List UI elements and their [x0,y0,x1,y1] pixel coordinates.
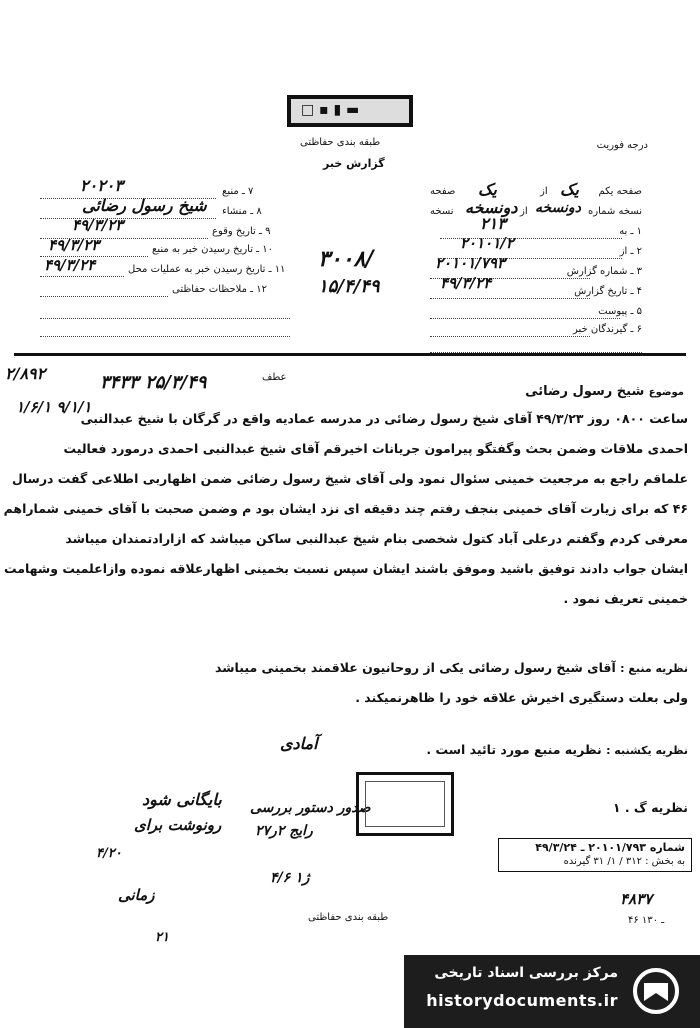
center-date: ۱۵/۴/۴۹ [318,276,380,297]
copy-value: دونسخه [535,200,581,216]
footer-org-name: مرکز بررسی اسناد تاریخی [434,965,618,981]
classification-top: طبقه بندی حفاظتی [300,137,381,148]
source-label: ۷ ـ منبع [222,186,254,197]
opinion-unit-label: نظریه گ . ۱ [612,800,688,815]
from-value: ۲۰۱۰۱/۲ [460,234,514,252]
received-unit-label: ۱۱ ـ تاریخ رسیدن خبر به عملیات محل [128,264,286,275]
opinion-source-line-2: ولی بعلت دستگیری اخیرش علاقه خود را ظاهرنمیکند . [355,690,688,705]
body-line-4: ۴۶ که برای زیارت آقای خمینی بنجف رفتم چند دقیقه ای نزد ایشان بود م وضمن صحبت با آقای خمینی شماراهم [3,501,688,516]
opinion-source-text: آقای شیخ رسول رضائی یکی از روحانیون علاقمند بخمینی میباشد [215,660,616,675]
report-date-label: ۴ ـ تاریخ گزارش [574,286,642,297]
origin-value: شیخ رسول رضائی [82,196,207,215]
reference-label: عطف [262,372,287,383]
handwriting-note-2: رونوشت برای [134,816,222,834]
dispatch-box-line-1: شماره ۲۰۱۰۱/۷۹۳ ـ ۴۹/۳/۲۴ [535,841,685,854]
archive-logo-icon [632,967,680,1015]
subject-value: شیخ رسول رضائی [525,384,645,399]
page-label: صفحه یکم [598,186,642,197]
copy-word: نسخه [430,206,454,217]
handwriting-note-3: صدور دستور بررسی [250,800,371,816]
subject-label: موضوع [648,387,684,398]
page-total: یک [478,180,497,199]
page-from: از [540,186,548,197]
stamp-mark-text: □ ▪ ▮ ▬ [301,102,360,118]
opinion-source-line-1 [215,660,688,675]
page-value: یک [560,180,579,199]
footer-watermark [404,955,700,1028]
handwriting-note-1: بایگانی شود [142,790,222,809]
handwriting-note-8: رایج ۲ر۲۷ [255,823,313,839]
top-stamp [287,95,413,127]
from-label: ۲ ـ از [619,246,642,257]
bottom-number-2: ۴۶ ـ ۱۳۰ [628,915,665,926]
opinion-section-label: نظریه یکشنبه : [606,744,688,757]
body-line-3: علماقم راجع به مرجعیت خمینی سئوال نمود ولی آقای شیخ رسول رضائی ضمن اظهاربی اطلاعی گفت درسال [11,471,688,486]
event-date-value: ۴۹/۳/۲۳ [72,216,124,234]
to-label: ۱ ـ به [619,226,642,237]
remarks-label: ۱۲ ـ ملاحظات حفاظتی [172,284,267,295]
attachment-label: ۵ ـ پیوست [598,306,642,317]
section-divider [14,353,686,356]
opinion-section-line [426,742,688,757]
footer-url: historydocuments.ir [426,991,618,1010]
document-title: گزارش خبر [323,157,385,170]
to-value: ۲۱۳ [480,214,506,233]
event-date-label: ۹ ـ تاریخ وقوع [212,226,271,237]
priority-label: درجه فوریت [596,140,648,151]
handwriting-note-5: ۴/۲۰ [96,846,122,861]
received-unit-value: ۴۹/۳/۲۴ [44,256,96,274]
classification-bottom: طبقه بندی حفاظتی [308,912,389,923]
archive-stamp [356,772,454,836]
subject-line [525,384,684,399]
body-line-7: خمینی تعریف نمود . [563,591,688,606]
body-line-2: احمدی ملاقات وضمن بحث وگفتگو پیرامون جریانات اخیرقم آقای شیخ عبدالنبی احمدی درمورد فعالیت [63,441,688,456]
handwriting-note-6: زمانی [118,886,155,904]
copy-label: نسخه شماره [588,206,642,217]
copy-from: از [520,206,528,217]
reference-handwritten-left: ۱/۶/۱ ۹/۱/۱ [16,398,92,416]
report-date-value: ۴۹/۳/۲۴ [440,274,492,292]
opinion-section-text: نظریه منبع مورد تائید است . [426,742,602,757]
source-value: ۲۰۲۰۳ [80,176,123,195]
recipients-label: ۶ ـ گیرندگان خبر [572,324,642,335]
received-source-value: ۴۹/۳/۲۳ [48,236,100,254]
copy-total: دونسخه [465,198,518,217]
dispatch-box-line-2: به بخش : ۳۱۲ / ۱/ ۳۱ گیرنده [563,856,685,867]
center-number: ۳۰۰۸/ [318,246,374,272]
origin-label: ۸ ـ منشاء [222,206,262,217]
opinion-section-signature: آمادی [280,734,318,753]
report-number-value: ۲۰۱۰۱/۷۹۳ [435,254,505,272]
received-source-label: ۱۰ ـ تاریخ رسیدن خبر به منبع [152,244,274,255]
handwriting-note-4: ژ۱ ۴/۶ [270,870,310,886]
bottom-number-1: ۴۸۳۷ [620,890,653,908]
body-line-6: ایشان جواب دادند توفیق باشید وموفق باشند ایشان سپس نسبت بخمینی اظهارعلاقه نموده وازاعلمیت وشهامت [4,561,688,576]
opinion-source-label: نظریه منبع : [620,662,688,675]
handwriting-note-7: ۲۱ [155,930,169,945]
reference-value: ۳۴۳۳ ۲۵/۳/۴۹ [100,372,207,393]
report-number-label: ۳ ـ شماره گزارش [566,266,642,277]
dispatch-box [498,838,692,872]
page-word: صفحه [430,186,456,197]
body-line-1: ساعت ۰۸۰۰ روز ۴۹/۳/۲۳ آقای شیخ رسول رضائی در مدرسه عمادیه واقع در گرگان با شیخ عبدالنبی [80,411,688,426]
body-line-5: معرفی کردم وگفتم درعلی آباد کتول شخصی بنام شیخ عبدالنبی ساکن میباشد که ازارادتمندان میباشد [65,531,688,546]
reference-handwritten-right: ۲/۸۹۲ [5,364,46,383]
